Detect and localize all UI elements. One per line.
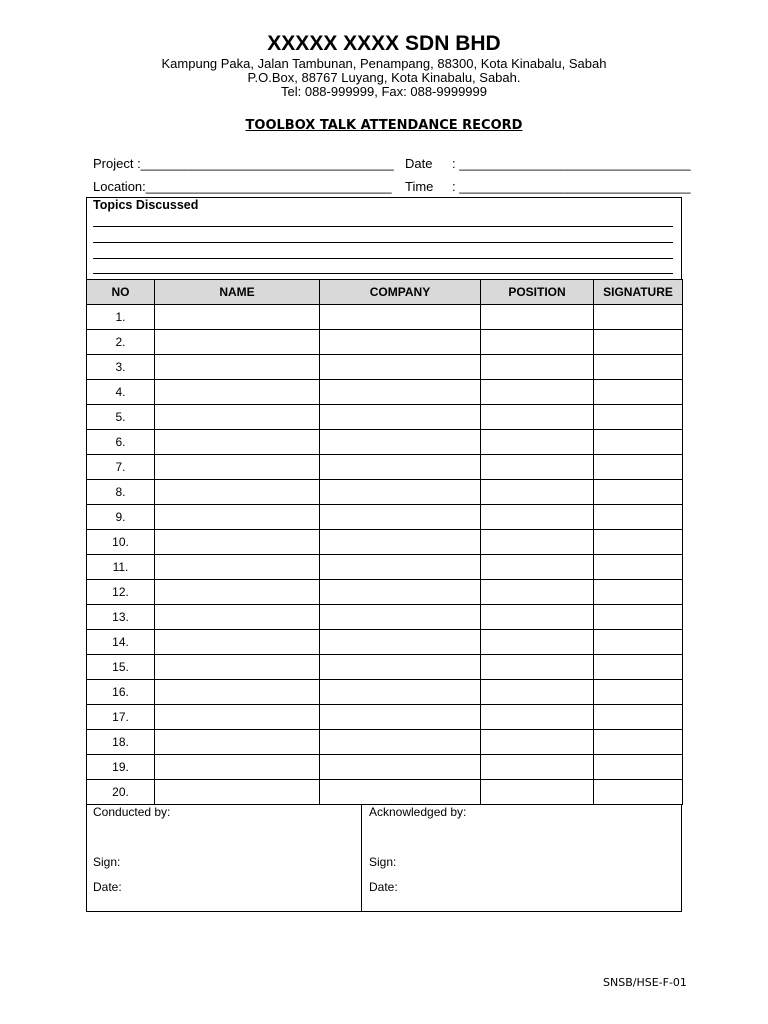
name-cell[interactable] xyxy=(155,605,320,630)
name-cell[interactable] xyxy=(155,305,320,330)
name-cell[interactable] xyxy=(155,630,320,655)
signature-cell[interactable] xyxy=(594,580,683,605)
address-line-2: P.O.Box, 88767 Luyang, Kota Kinabalu, Sabah. xyxy=(247,70,521,85)
table-header-row xyxy=(87,280,683,305)
signature-cell[interactable] xyxy=(594,355,683,380)
name-cell[interactable] xyxy=(155,430,320,455)
name-cell[interactable] xyxy=(155,505,320,530)
row-number: 16. xyxy=(87,680,155,705)
name-cell[interactable] xyxy=(155,655,320,680)
position-cell[interactable] xyxy=(481,330,594,355)
acknowledged-by-label[interactable]: Acknowledged by: xyxy=(369,805,467,819)
table-row xyxy=(87,455,683,480)
position-cell[interactable] xyxy=(481,680,594,705)
company-cell[interactable] xyxy=(320,730,481,755)
name-cell[interactable] xyxy=(155,355,320,380)
topics-label: Topics Discussed xyxy=(93,198,199,212)
signature-cell[interactable] xyxy=(594,605,683,630)
signature-cell[interactable] xyxy=(594,730,683,755)
position-cell[interactable] xyxy=(481,355,594,380)
location-field[interactable]: Location:__________________________________ xyxy=(93,179,392,194)
table-row xyxy=(87,680,683,705)
signature-cell[interactable] xyxy=(594,480,683,505)
company-cell[interactable] xyxy=(320,580,481,605)
date-label: Date xyxy=(405,156,433,171)
name-cell[interactable] xyxy=(155,705,320,730)
row-number: 5. xyxy=(87,405,155,430)
topic-line[interactable] xyxy=(93,242,673,243)
company-cell[interactable] xyxy=(320,330,481,355)
company-cell[interactable] xyxy=(320,380,481,405)
company-cell[interactable] xyxy=(320,305,481,330)
signoff-divider xyxy=(361,804,362,912)
signature-cell[interactable] xyxy=(594,330,683,355)
row-number: 9. xyxy=(87,505,155,530)
topic-line[interactable] xyxy=(93,273,673,274)
acknowledged-date-label[interactable]: Date: xyxy=(369,880,398,894)
column-header-position: POSITION xyxy=(481,280,594,305)
name-cell[interactable] xyxy=(155,755,320,780)
position-cell[interactable] xyxy=(481,430,594,455)
conducted-by-label[interactable]: Conducted by: xyxy=(93,805,171,819)
acknowledged-sign-label[interactable]: Sign: xyxy=(369,855,397,869)
position-cell[interactable] xyxy=(481,305,594,330)
table-row xyxy=(87,505,683,530)
attendance-table xyxy=(86,279,683,805)
conducted-date-label[interactable]: Date: xyxy=(93,880,122,894)
signature-cell[interactable] xyxy=(594,505,683,530)
table-row xyxy=(87,655,683,680)
signature-cell[interactable] xyxy=(594,380,683,405)
position-cell[interactable] xyxy=(481,780,594,805)
table-row xyxy=(87,555,683,580)
row-number: 14. xyxy=(87,630,155,655)
name-cell[interactable] xyxy=(155,480,320,505)
position-cell[interactable] xyxy=(481,655,594,680)
row-number: 8. xyxy=(87,480,155,505)
row-number: 1. xyxy=(87,305,155,330)
form-title: TOOLBOX TALK ATTENDANCE RECORD xyxy=(245,118,523,133)
table-row xyxy=(87,355,683,380)
column-header-name: NAME xyxy=(155,280,320,305)
signature-cell[interactable] xyxy=(594,705,683,730)
company-cell[interactable] xyxy=(320,355,481,380)
position-cell[interactable] xyxy=(481,530,594,555)
row-number: 20. xyxy=(87,780,155,805)
row-number: 4. xyxy=(87,380,155,405)
table-row xyxy=(87,330,683,355)
signature-cell[interactable] xyxy=(594,405,683,430)
signature-cell[interactable] xyxy=(594,430,683,455)
name-cell[interactable] xyxy=(155,380,320,405)
date-field[interactable]: : ________________________________ xyxy=(452,156,691,171)
signature-cell[interactable] xyxy=(594,680,683,705)
row-number: 15. xyxy=(87,655,155,680)
company-cell[interactable] xyxy=(320,680,481,705)
position-cell[interactable] xyxy=(481,405,594,430)
contact-line: Tel: 088-999999, Fax: 088-9999999 xyxy=(281,84,487,99)
position-cell[interactable] xyxy=(481,730,594,755)
position-cell[interactable] xyxy=(481,555,594,580)
column-header-signature: SIGNATURE xyxy=(594,280,683,305)
time-label: Time xyxy=(405,179,434,194)
signature-cell[interactable] xyxy=(594,655,683,680)
company-cell[interactable] xyxy=(320,605,481,630)
company-name: XXXXX XXXX SDN BHD xyxy=(267,32,501,55)
position-cell[interactable] xyxy=(481,480,594,505)
topic-line[interactable] xyxy=(93,226,673,227)
table-row xyxy=(87,480,683,505)
table-row xyxy=(87,380,683,405)
name-cell[interactable] xyxy=(155,330,320,355)
position-cell[interactable] xyxy=(481,755,594,780)
company-cell[interactable] xyxy=(320,705,481,730)
row-number: 12. xyxy=(87,580,155,605)
row-number: 19. xyxy=(87,755,155,780)
row-number: 3. xyxy=(87,355,155,380)
signature-cell[interactable] xyxy=(594,455,683,480)
table-row xyxy=(87,405,683,430)
signature-cell[interactable] xyxy=(594,755,683,780)
conducted-sign-label[interactable]: Sign: xyxy=(93,855,121,869)
name-cell[interactable] xyxy=(155,730,320,755)
table-row xyxy=(87,430,683,455)
signature-cell[interactable] xyxy=(594,555,683,580)
company-cell[interactable] xyxy=(320,780,481,805)
table-row xyxy=(87,630,683,655)
name-cell[interactable] xyxy=(155,455,320,480)
row-number: 7. xyxy=(87,455,155,480)
table-row xyxy=(87,705,683,730)
table-row xyxy=(87,780,683,805)
row-number: 13. xyxy=(87,605,155,630)
table-row xyxy=(87,730,683,755)
position-cell[interactable] xyxy=(481,505,594,530)
name-cell[interactable] xyxy=(155,680,320,705)
name-cell[interactable] xyxy=(155,780,320,805)
table-row xyxy=(87,305,683,330)
signature-cell[interactable] xyxy=(594,780,683,805)
signature-cell[interactable] xyxy=(594,630,683,655)
column-header-company: COMPANY xyxy=(320,280,481,305)
position-cell[interactable] xyxy=(481,380,594,405)
company-cell[interactable] xyxy=(320,530,481,555)
table-row xyxy=(87,530,683,555)
row-number: 17. xyxy=(87,705,155,730)
company-cell[interactable] xyxy=(320,505,481,530)
company-cell[interactable] xyxy=(320,405,481,430)
name-cell[interactable] xyxy=(155,530,320,555)
company-cell[interactable] xyxy=(320,480,481,505)
topic-line[interactable] xyxy=(93,258,673,259)
position-cell[interactable] xyxy=(481,605,594,630)
company-cell[interactable] xyxy=(320,655,481,680)
position-cell[interactable] xyxy=(481,630,594,655)
table-row xyxy=(87,605,683,630)
company-cell[interactable] xyxy=(320,455,481,480)
row-number: 11. xyxy=(87,555,155,580)
row-number: 2. xyxy=(87,330,155,355)
row-number: 10. xyxy=(87,530,155,555)
address-line-1: Kampung Paka, Jalan Tambunan, Penampang, 88300, Kota Kinabalu, Sabah xyxy=(161,56,607,71)
company-cell[interactable] xyxy=(320,630,481,655)
time-field[interactable]: : ________________________________ xyxy=(452,179,691,194)
form-code: SNSB/HSE-F-01 xyxy=(603,976,687,989)
company-cell[interactable] xyxy=(320,555,481,580)
position-cell[interactable] xyxy=(481,455,594,480)
project-field[interactable]: Project :___________________________________ xyxy=(93,156,394,171)
name-cell[interactable] xyxy=(155,555,320,580)
name-cell[interactable] xyxy=(155,580,320,605)
table-row xyxy=(87,755,683,780)
table-row xyxy=(87,580,683,605)
position-cell[interactable] xyxy=(481,580,594,605)
signature-cell[interactable] xyxy=(594,530,683,555)
position-cell[interactable] xyxy=(481,705,594,730)
row-number: 6. xyxy=(87,430,155,455)
name-cell[interactable] xyxy=(155,405,320,430)
company-cell[interactable] xyxy=(320,755,481,780)
column-header-no: NO xyxy=(87,280,155,305)
company-cell[interactable] xyxy=(320,430,481,455)
signature-cell[interactable] xyxy=(594,305,683,330)
row-number: 18. xyxy=(87,730,155,755)
